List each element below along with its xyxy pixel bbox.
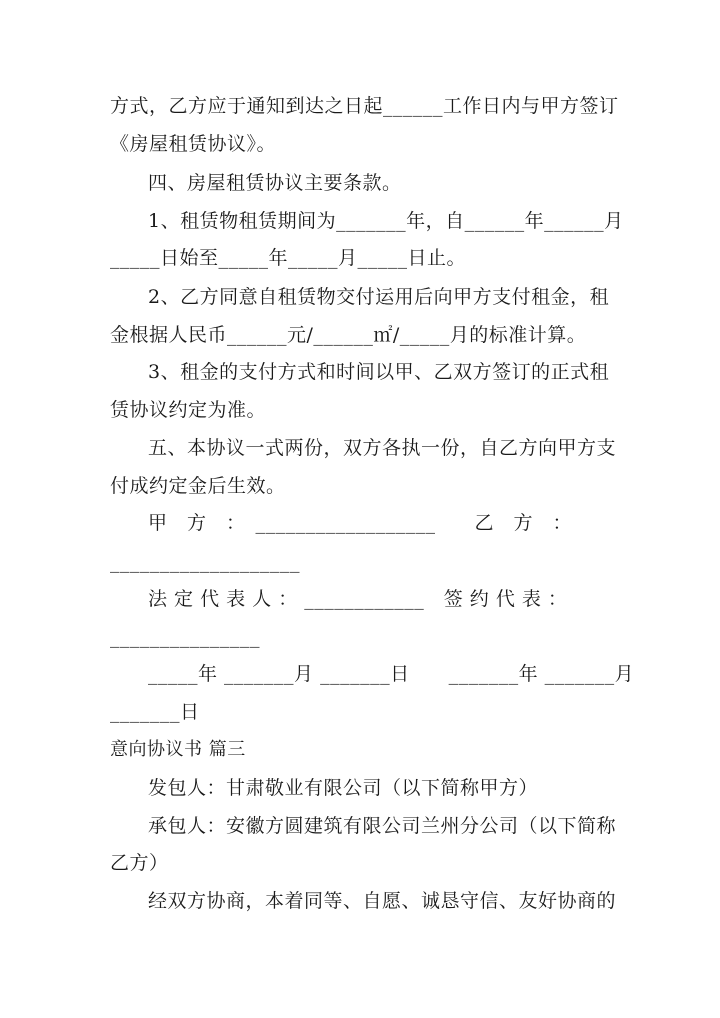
paragraph-line: 2、乙方同意自租赁物交付运用后向甲方支付租金，租 bbox=[148, 286, 610, 308]
section-heading: 四、房屋租赁协议主要条款。 bbox=[148, 172, 402, 194]
paragraph-line: _____日始至_____年_____月_____日止。 bbox=[110, 247, 467, 269]
signature-party-line: 甲 方 ： __________________ 乙 方 ： bbox=[148, 512, 573, 534]
section-heading: 五、本协议一式两份，双方各执一份，自乙方向甲方支 bbox=[148, 437, 617, 459]
paragraph-line: 3、租金的支付方式和时间以甲、乙双方签订的正式租 bbox=[148, 361, 610, 383]
document-heading: 意向协议书 篇三 bbox=[110, 739, 246, 760]
signature-representative-line: 法 定 代 表 人 ： ____________ 签 约 代 表 ： bbox=[148, 588, 568, 610]
signature-blank: _______________ bbox=[110, 626, 260, 648]
paragraph-line: 金根据人民币______元/______㎡/_____月的标准计算。 bbox=[110, 324, 587, 346]
paragraph-line: 付成约定金后生效。 bbox=[110, 475, 286, 497]
paragraph-line: 经双方协商，本着同等、自愿、诚恳守信、友好协商的 bbox=[148, 890, 617, 912]
date-line: _____年 _______月 _______日 _______年 _______月 bbox=[148, 663, 635, 685]
signature-blank: ___________________ bbox=[110, 551, 300, 573]
paragraph-line: 乙方） bbox=[110, 852, 169, 874]
date-line: _______日 bbox=[110, 701, 200, 723]
paragraph-line: 承包人：安徽方圆建筑有限公司兰州分公司（以下简称 bbox=[148, 815, 617, 837]
paragraph-line: 《房屋租赁协议》。 bbox=[110, 133, 277, 155]
paragraph-line: 方式，乙方应于通知到达之日起______工作日内与甲方签订 bbox=[110, 95, 619, 117]
paragraph-line: 1、租赁物租赁期间为_______年，自______年______月 bbox=[148, 210, 624, 232]
paragraph-line: 赁协议约定为准。 bbox=[110, 399, 267, 421]
paragraph-line: 发包人：甘肃敬业有限公司（以下简称甲方） bbox=[148, 777, 539, 799]
